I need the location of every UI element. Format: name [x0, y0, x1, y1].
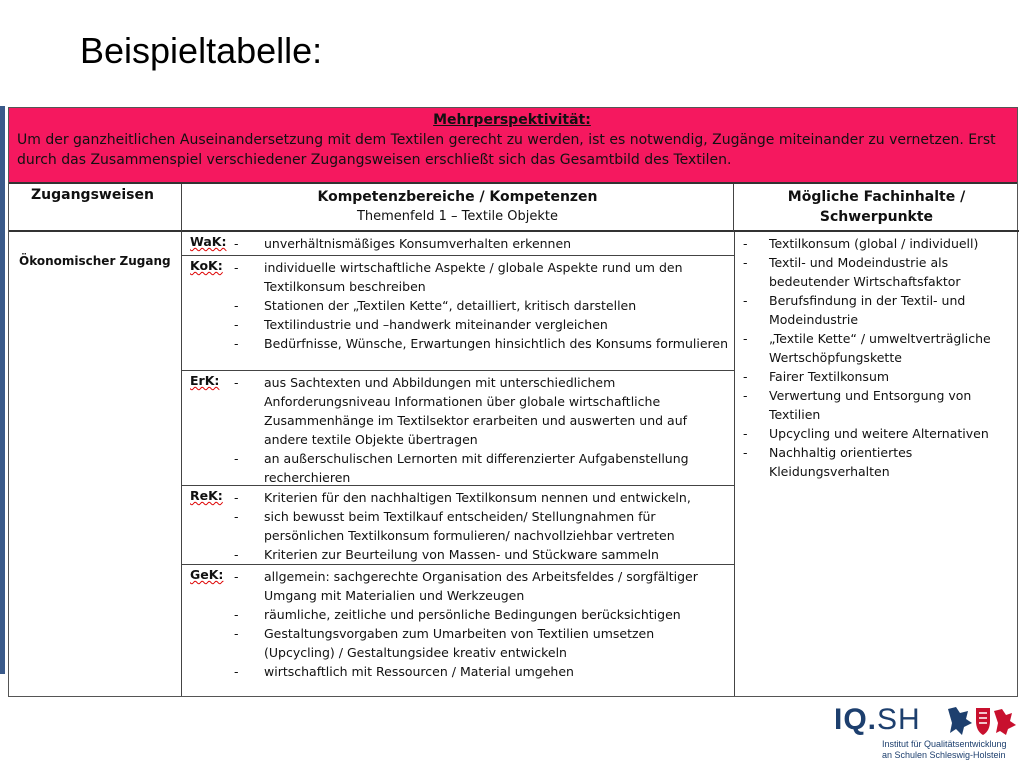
list-item: - Nachhaltig orientiertes Kleidungsverhalten — [743, 443, 1013, 481]
logo-iq: IQ. — [834, 703, 878, 736]
header-text: Um der ganzheitlichen Auseinandersetzung mit dem Textilen gerecht zu werden, ist es notwendig, Zugänge miteinander zu vernetzen. Erst durch das Zusammenspiel verschiedener Zugangsweisen erschließt sich das Gesamtbild des Textilen. — [17, 132, 996, 168]
competence-code: ErK: — [190, 373, 220, 388]
list-item: - Textilkonsum (global / individuell) — [743, 234, 1013, 253]
competence-row-erk — [182, 371, 734, 486]
list-item: - Gestaltungsvorgaben zum Umarbeiten von Textilien umsetzen (Upcycling) / Gestaltungsidee kreativ entwickeln — [234, 624, 728, 662]
sh-crest-icon — [946, 705, 1018, 737]
access-cell — [9, 232, 182, 696]
competence-row-wak — [182, 232, 734, 256]
list-item: - Textilindustrie und –handwerk miteinander vergleichen — [234, 315, 728, 334]
slide-title: Beispieltabelle: — [80, 30, 323, 71]
list-item: - „Textile Kette“ / umweltverträgliche Wertschöpfungskette — [743, 329, 1013, 367]
list-item: - individuelle wirtschaftliche Aspekte / globale Aspekte rund um den Textilkonsum beschreiben — [234, 258, 728, 296]
list-item: - Stationen der „Textilen Kette“, detailliert, kritisch darstellen — [234, 296, 728, 315]
list-item: - räumliche, zeitliche und persönliche Bedingungen berücksichtigen — [234, 605, 728, 624]
column-header-contents — [734, 184, 1019, 232]
column-header-competences — [182, 184, 734, 232]
competence-code: KoK: — [190, 258, 223, 273]
competence-row-gek — [182, 565, 734, 696]
list-item: - allgemein: sachgerechte Organisation des Arbeitsfeldes / sorgfältiger Umgang mit Materialien und Werkzeugen — [234, 567, 728, 605]
left-accent-bar — [0, 106, 5, 674]
access-label: Ökonomischer Zugang — [19, 254, 171, 268]
logo-sh: SH — [877, 703, 921, 736]
column-header-contents-line1: Mögliche Fachinhalte / — [787, 189, 966, 205]
column-header-competences-title: Kompetenzbereiche / Kompetenzen — [317, 189, 598, 205]
list-item: - sich bewusst beim Textilkauf entscheiden/ Stellungnahmen für persönlichen Textilkonsum formulieren/ nachvollziehbar vertreten — [234, 507, 728, 545]
table-header-banner — [9, 108, 1017, 184]
list-item: - aus Sachtexten und Abbildungen mit unterschiedlichem Anforderungsniveau Informationen über globale wirtschaftliche Zusammenhänge im Textilsektor erarbeiten und auswerten und auf andere textile Objekte übertragen — [234, 373, 728, 449]
list-item: - Verwertung und Entsorgung von Textilien — [743, 386, 1013, 424]
competence-code: GeK: — [190, 567, 224, 582]
competence-code: ReK: — [190, 488, 223, 503]
example-table — [8, 107, 1018, 697]
header-title: Mehrperspektivität: — [433, 112, 591, 128]
competence-code: WaK: — [190, 234, 227, 249]
logo-subtitle-line2: an Schulen Schleswig-Holstein — [882, 750, 1006, 760]
logo-wordmark — [834, 703, 921, 737]
column-header-access: Zugangsweisen — [9, 184, 182, 232]
logo-subtitle-line1: Institut für Qualitätsentwicklung — [882, 739, 1007, 749]
column-header-contents-line2: Schwerpunkte — [819, 209, 934, 225]
iqsh-logo — [834, 703, 1019, 765]
list-item: - an außerschulischen Lernorten mit differenzierter Aufgabenstellung recherchieren — [234, 449, 728, 487]
list-item: - Upcycling und weitere Alternativen — [743, 424, 1013, 443]
list-item: - Kriterien für den nachhaltigen Textilkonsum nennen und entwickeln, — [234, 488, 728, 507]
list-item: - unverhältnismäßiges Konsumverhalten erkennen — [234, 234, 728, 253]
list-item: - wirtschaftlich mit Ressourcen / Material umgehen — [234, 662, 728, 681]
column-header-competences-sub: Themenfeld 1 – Textile Objekte — [356, 209, 559, 224]
logo-subtitle — [882, 739, 1007, 761]
list-item: - Textil- und Modeindustrie als bedeutender Wirtschaftsfaktor — [743, 253, 1013, 291]
competence-row-kok — [182, 256, 734, 371]
competence-row-rek — [182, 486, 734, 565]
list-item: - Kriterien zur Beurteilung von Massen- und Stückware sammeln — [234, 545, 728, 564]
list-item: - Bedürfnisse, Wünsche, Erwartungen hinsichtlich des Konsums formulieren — [234, 334, 728, 353]
list-item: - Fairer Textilkonsum — [743, 367, 1013, 386]
contents-cell — [734, 232, 1019, 696]
list-item: - Berufsfindung in der Textil- und Modeindustrie — [743, 291, 1013, 329]
